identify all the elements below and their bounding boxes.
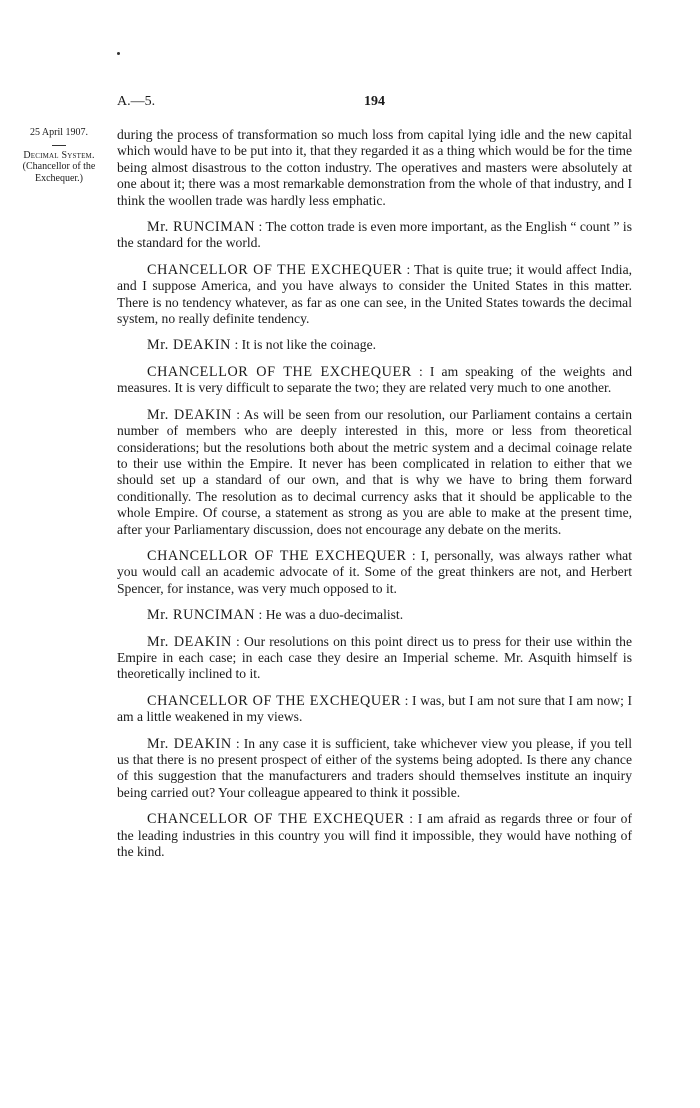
speaker-name: Mr. DEAKIN bbox=[147, 337, 232, 354]
paragraph-2 bbox=[117, 219, 632, 252]
speaker-name: Mr. DEAKIN bbox=[147, 735, 232, 752]
paragraph-text: : The cotton trade is even more important, as the English “ count ” is the standard for the world. bbox=[117, 219, 632, 251]
page-header bbox=[117, 94, 632, 112]
page-number: 194 bbox=[364, 94, 385, 109]
paragraph-11 bbox=[117, 736, 632, 802]
paragraph-6 bbox=[117, 407, 632, 538]
paragraph-text: : I, personally, was always rather what you would call an academic advocate of it. Some of the great thinkers are not, and Herbert Spencer, for instance, was very much opposed to it. bbox=[117, 547, 632, 596]
paragraph-text: : I am speaking of the weights and measures. It is very difficult to separate the two; they are related very much to one another. bbox=[117, 363, 633, 396]
paragraph-10 bbox=[117, 693, 632, 726]
page-body bbox=[117, 127, 632, 860]
paragraph-8 bbox=[117, 607, 632, 623]
paragraph-text: : He was a duo-decimalist. bbox=[258, 607, 404, 623]
speaker-name: CHANCELLOR OF THE EXCHEQUER bbox=[147, 692, 402, 709]
margin-note bbox=[8, 127, 110, 185]
paragraph-9 bbox=[117, 634, 632, 683]
speaker-name: Mr. DEAKIN bbox=[147, 406, 232, 423]
paragraph-3 bbox=[117, 262, 632, 328]
speaker-name: CHANCELLOR OF THE EXCHEQUER bbox=[147, 547, 407, 564]
margin-note-topic: Decimal System. bbox=[23, 150, 95, 161]
speaker-name: CHANCELLOR OF THE EXCHEQUER bbox=[147, 363, 412, 380]
speaker-name: Mr. RUNCIMAN bbox=[147, 607, 256, 624]
paragraph-text: : I am afraid as regards three or four of the leading industries in this country you will find it impossible, they would have nothing of the kind. bbox=[117, 811, 633, 860]
paragraph-5 bbox=[117, 364, 632, 397]
paragraph-text: : In any case it is sufficient, take whichever view you please, if you tell us that there is no present prospect of either of the systems being adopted. Is there any chance of this suggestion that the manufacturers and traders should themselves institute an inquiry being carried out? Your colleague appeared to think it possible. bbox=[117, 735, 632, 800]
paragraph-12 bbox=[117, 811, 632, 860]
margin-note-speaker: (Chancellor of the Exchequer.) bbox=[22, 161, 96, 184]
paragraph-1 bbox=[117, 127, 632, 209]
speck-mark bbox=[117, 52, 120, 55]
paragraph-text: : Our resolutions on this point direct us to press for their use within the Empire in each case; in each case they desire an Imperial scheme. Mr. Asquith himself is theoretically inclined to it. bbox=[117, 633, 633, 682]
paragraph-text: during the process of transformation so much loss from capital lying idle and the new capital which would have to be put into it, that they regarded it as a thing which would be for the time being almost disastrous to the cotton industry. The operatives and masters were absolutely at one about it; there was a most remarkable demonstration from the whole of that industry, and I think the woollen trade was hardly less emphatic. bbox=[117, 127, 632, 208]
paragraph-text: : That is quite true; it would affect India, and I suppose America, and you have always to consider the United States in this matter. There is no tendency whatever, as far as one can see, in the United States towards the decimal system, no really definite tendency. bbox=[117, 261, 633, 327]
paragraph-4 bbox=[117, 337, 632, 353]
speaker-name: Mr. DEAKIN bbox=[147, 633, 232, 650]
speaker-name: CHANCELLOR OF THE EXCHEQUER bbox=[147, 261, 403, 278]
speaker-name: Mr. RUNCIMAN bbox=[147, 219, 256, 236]
margin-note-rule bbox=[52, 145, 66, 146]
speaker-name: CHANCELLOR OF THE EXCHEQUER bbox=[147, 811, 405, 828]
paragraph-text: : I was, but I am not sure that I am now; I am a little weakened in my views. bbox=[117, 692, 632, 725]
paragraph-7 bbox=[117, 548, 632, 597]
paragraph-text: : As will be seen from our resolution, our Parliament contains a certain number of members who are deeply interested in this, more or less from theoretical considerations; but the resolutions both about the metric system and a decimal coinage relate to their use within the Empire. It never has been complicated in relation to either that we should set up a standard of our own, and that is why we have to bring them forward conditionally. The resolution as to decimal currency asks that it should be applicable to the whole Empire. Of course, a statement as strong as you are able to make at the present time, after your Parliamentary discussion, does not encourage any debate on the merits. bbox=[117, 406, 632, 537]
paragraph-text: : It is not like the coinage. bbox=[234, 337, 377, 353]
margin-note-date: 25 April 1907. bbox=[29, 127, 89, 138]
folio-label: A.—5. bbox=[117, 94, 156, 109]
